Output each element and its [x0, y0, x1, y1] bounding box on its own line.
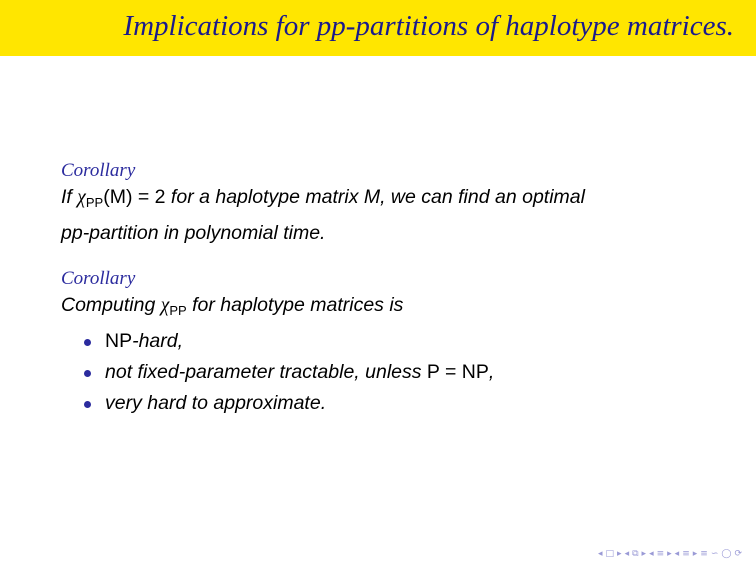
upright-text: NP — [105, 330, 133, 352]
nav-section-icon[interactable]: ≡ — [682, 549, 690, 559]
nav-subsection-icon[interactable]: ≡ — [656, 549, 665, 559]
text: for a haplotype matrix M, we can find an optimal — [165, 186, 585, 208]
nav-slide-icon[interactable]: □ — [605, 549, 615, 559]
list-item — [61, 326, 721, 357]
corollary-body — [61, 182, 721, 249]
nav-zoom-icon[interactable]: ◯ — [721, 549, 732, 559]
nav-search-icon[interactable]: ∽ — [710, 549, 719, 559]
corollary-heading: Corollary — [61, 160, 136, 181]
text: pp-partition in polynomial time. — [61, 222, 326, 244]
bullet-icon — [84, 370, 91, 377]
text: Computing — [61, 294, 161, 316]
math-expression: P = NP — [426, 361, 489, 383]
nav-next-subsection-icon[interactable]: ▸ — [667, 549, 672, 559]
text: for haplotype matrices is — [186, 294, 404, 316]
corollary-list — [61, 326, 721, 419]
corollary-block-2 — [61, 268, 721, 419]
bullet-icon — [84, 339, 91, 346]
nav-next-frame-icon[interactable]: ▸ — [641, 549, 647, 559]
nav-next-slide-icon[interactable]: ▸ — [617, 549, 622, 559]
list-item — [61, 388, 721, 419]
beamer-navigation — [598, 547, 742, 561]
list-item — [61, 357, 721, 388]
nav-prev-frame-icon[interactable]: ◂ — [624, 549, 630, 559]
chi-subscript: PP — [85, 195, 104, 210]
text: If — [61, 186, 78, 208]
slide-title: Implications for pp-partitions of haplotype matrices. — [123, 10, 734, 42]
nav-prev-subsection-icon[interactable]: ◂ — [649, 549, 654, 559]
math-expression: (M) = 2 — [103, 186, 166, 208]
italic-text: not fixed-parameter tractable, unless — [105, 361, 427, 383]
nav-prev-section-icon[interactable]: ◂ — [674, 549, 680, 559]
chi-symbol: χ — [77, 187, 86, 208]
italic-text: , — [488, 361, 495, 383]
chi-symbol: χ — [160, 295, 170, 316]
chi-subscript: PP — [169, 303, 187, 318]
corollary-block-1 — [61, 160, 721, 249]
bullet-icon — [84, 401, 91, 408]
nav-align-icon[interactable]: ≡ — [700, 549, 708, 559]
corollary-body — [61, 290, 721, 326]
italic-text: very hard to approximate. — [105, 392, 327, 414]
nav-frame-icon[interactable]: ⧉ — [632, 549, 639, 559]
title-bar — [0, 0, 756, 56]
nav-refresh-icon[interactable]: ⟳ — [734, 549, 742, 559]
corollary-heading: Corollary — [61, 268, 136, 289]
italic-text: -hard, — [132, 330, 184, 352]
nav-next-section-icon[interactable]: ▸ — [692, 549, 698, 559]
nav-prev-slide-icon[interactable]: ◂ — [597, 549, 603, 559]
